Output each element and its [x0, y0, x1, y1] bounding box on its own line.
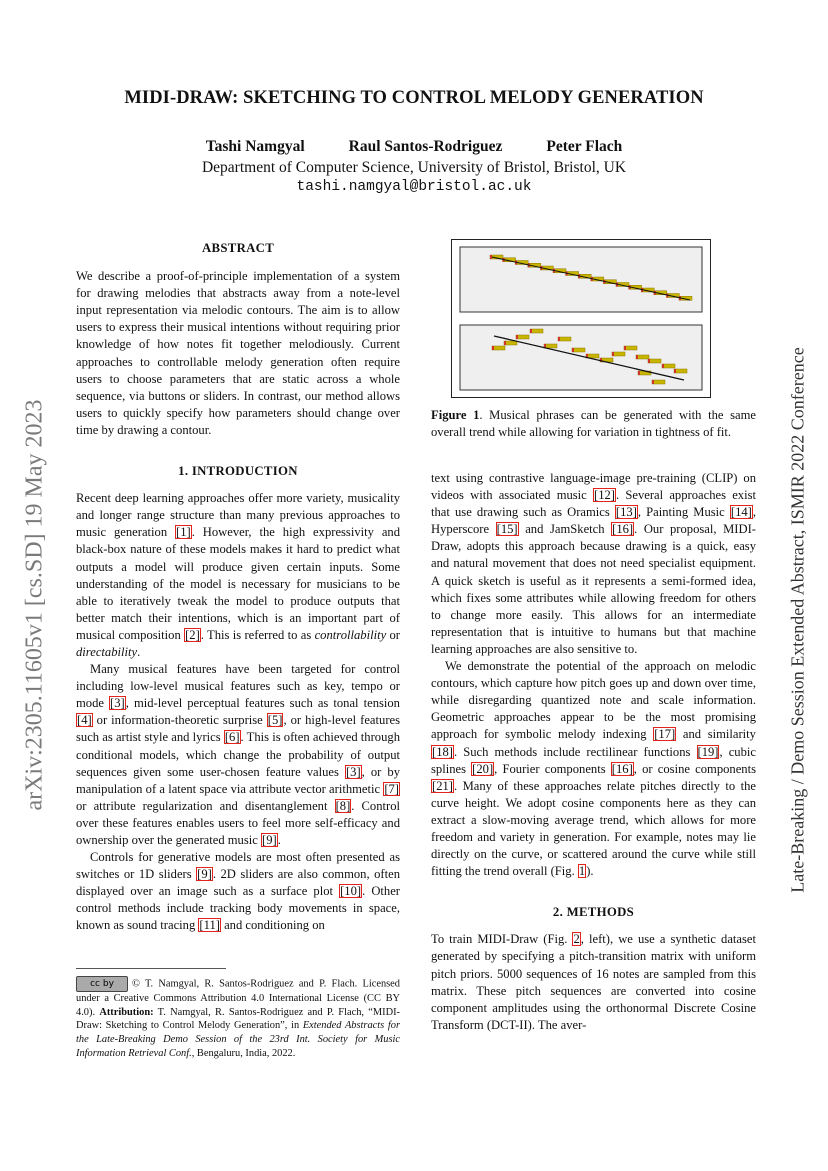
abstract-text: We describe a proof-of-principle implementation of a system for drawing melodies that abstracts away from a note-level input representation via melodic contours. The aim is to allow users to express their musical intentions without requiring prior knowledge of how notes fit together melodiously. Current approaches to controllable melody generation often require users to choose parameters that are static across a whole sequence, via buttons or sliders. In contrast, our method allows users to quickly specify how parameters should change over time by drawing a contour. [76, 269, 400, 437]
note-onset [662, 364, 664, 368]
author-list [0, 138, 828, 156]
citation-link[interactable]: [6] [224, 730, 240, 745]
citation-link[interactable]: [8] [335, 798, 351, 813]
arxiv-identifier [16, 345, 54, 865]
citation-link[interactable]: [16] [612, 522, 634, 537]
citation-link[interactable]: [18] [432, 744, 453, 759]
figure-1-graphic [452, 240, 710, 397]
citation-link[interactable]: [3] [345, 764, 361, 779]
right-paragraph-1: text using contrastive language-image pre-training (CLIP) on videos with associated music [12]. Several approaches exist that use drawing such as Oramics [13], Painting Music [14], Hyperscore [15] and JamSketch [16]. Our proposal, MIDI-Draw, adopts this approach because drawing is a quick, easy and natural movement that does not need specialist equipment. A quick sketch is useful as it represents a semi-formed idea, which fixes some attributes while allowing freedom for others to change more easily. This allows for an intermediate representation that is intuitive to humans but that machine learning approaches are also sensitive to. [431, 471, 757, 656]
citation-link[interactable]: [9] [262, 833, 277, 847]
citation-link[interactable]: [9] [197, 867, 212, 882]
author-1: Tashi Namgyal [205, 138, 305, 155]
note-onset [516, 335, 518, 339]
figure-link[interactable]: 1 [578, 864, 586, 879]
citation-link[interactable]: [3] [110, 696, 125, 711]
left-column [76, 240, 400, 935]
right-paragraph-2: We demonstrate the potential of the approach on melodic contours, which capture how pitch goes up and down over time, while disregarding quantized note and scale information. Geometric approaches appear to be the most promising approach for symbolic melody indexing [17] and similarity [18]. Such methods include rectilinear functions [19], cubic splines [20], Fourier components [16], or cosine components [21]. Many of these approaches relate pitches directly to the curve height. We adopt cosine components here as they can extract a slow-moving average trend, which allows for more freedom and variety in generation. For example, notes may lie directly on the curve, or scattered around the curve while still fitting the trend overall (Fig. 1). [431, 659, 756, 879]
note-onset [530, 329, 532, 333]
paper-title: MIDI-DRAW: SKETCHING TO CONTROL MELODY GENERATION [124, 88, 704, 108]
abstract-heading: ABSTRACT [201, 241, 275, 255]
citation-link[interactable]: [14] [730, 505, 752, 520]
citation-link[interactable]: [7] [384, 781, 399, 796]
venue-note [780, 340, 816, 900]
author-email[interactable]: tashi.namgyal@bristol.ac.uk [296, 179, 532, 195]
note-onset [674, 369, 676, 373]
note-onset [492, 346, 494, 350]
citation-link[interactable]: [1] [176, 525, 191, 540]
note-onset [490, 255, 492, 259]
note-onset [652, 380, 654, 384]
citation-link[interactable]: [13] [615, 505, 637, 520]
venue-note-text: Late-Breaking / Demo Session Extended Abstract, ISMIR 2022 Conference [787, 347, 808, 893]
intro-paragraph-1: Recent deep learning approaches offer more variety, musicality and longer range structure than many previous approaches to music generation [1]. However, the high expressivity and black-box nature of these models makes it hard to predict what outputs a model will produce given certain inputs. Some understanding of the model is necessary for musicians to be able to iteratively tweak the model to produce outputs that better match their intentions, which is an important part of musical composition [2]. This is referred to as controllability or directability. [76, 491, 401, 659]
note-onset [638, 371, 640, 375]
note-onset [636, 355, 638, 359]
citation-link[interactable]: [4] [77, 713, 92, 728]
citation-link[interactable]: [17] [654, 727, 676, 742]
methods-heading: 2. METHODS [552, 905, 635, 920]
note-onset [504, 341, 506, 345]
citation-link[interactable]: [19] [697, 744, 719, 759]
figure-1-caption: Figure 1. Musical phrases can be generated with the same overall trend while allowing for variation in tightness of fit. [431, 408, 756, 440]
intro-paragraph-3: Controls for generative models are most often presented as switches or 1D sliders [9]. 2D sliders are also common, often displayed over an image such as a surface plot [10]. Other control methods include tracking body movements in space, known as sound tracing [11] and conditioning on [76, 850, 400, 933]
citation-link[interactable]: [15] [496, 522, 518, 537]
right-column [431, 470, 756, 1034]
note-onset [624, 346, 626, 350]
cc-by-license-icon: cc by [76, 976, 128, 992]
note-onset [572, 348, 574, 352]
citation-link[interactable]: [10] [340, 884, 362, 899]
affiliation: Department of Computer Science, University of Bristol, Bristol, UK [201, 159, 627, 176]
loose-fit-panel [460, 325, 702, 390]
note-onset [648, 359, 650, 363]
footnote-rule [76, 968, 226, 969]
citation-link[interactable]: [20] [472, 761, 494, 776]
arxiv-id-text: arXiv:2305.11605v1 [cs.SD] 19 May 2023 [21, 399, 48, 811]
note-onset [558, 337, 560, 341]
note-onset [612, 352, 614, 356]
license-footnote: cc by © T. Namgyal, R. Santos-Rodriguez and P. Flach. Licensed under a Creative Commons Attribution 4.0 International License (CC BY 4.0). Attribution: T. Namgyal, R. Santos-Rodriguez and P. Flach, “MIDI-Draw: Sketching to Control Melody Generation”, in Extended Abstracts for the Late-Breaking Demo Session of the 23rd Int. Society for Music Information Retrieval Conf., Bengaluru, India, 2022. [76, 976, 400, 1061]
citation-link[interactable]: [21] [432, 778, 453, 793]
intro-paragraph-2: Many musical features have been targeted for control including low-level musical features such as key, tempo or mode [3], mid-level perceptual features such as tonal tension [4] or information-theoretic surprise [5], or high-level features such as artist style and lyrics [6]. This is often achieved through conditional models, which change the probability of output sequences given some user-chosen feature values [3], or by manipulation of a latent space via attribute vector arithmetic [7] or attribute regularization and disentanglement [8]. Control over these features enables users to feel more self-efficacy and ownership over the generated music [9]. [76, 662, 401, 847]
intro-heading: 1. INTRODUCTION [178, 464, 298, 479]
author-2: Raul Santos-Rodriguez [348, 138, 503, 155]
citation-link[interactable]: [11] [199, 918, 220, 933]
citation-link[interactable]: [16] [611, 761, 633, 776]
citation-link[interactable]: [5] [267, 713, 283, 728]
figure-1 [451, 239, 711, 398]
author-3: Peter Flach [546, 138, 623, 155]
figure-link[interactable]: 2 [573, 932, 580, 947]
right-paragraph-3: To train MIDI-Draw (Fig. 2, left), we use a synthetic dataset generated by specifying a pitch-transition matrix with uniform pitch priors. 5000 sequences of 16 notes are sampled from this matrix. These pitch sequences are converted into cosine component amplitudes using the orthonormal Discrete Cosine Transform (DCT-II). The aver- [431, 932, 756, 1032]
citation-link[interactable]: [12] [594, 488, 615, 503]
citation-link[interactable]: [2] [185, 627, 200, 642]
